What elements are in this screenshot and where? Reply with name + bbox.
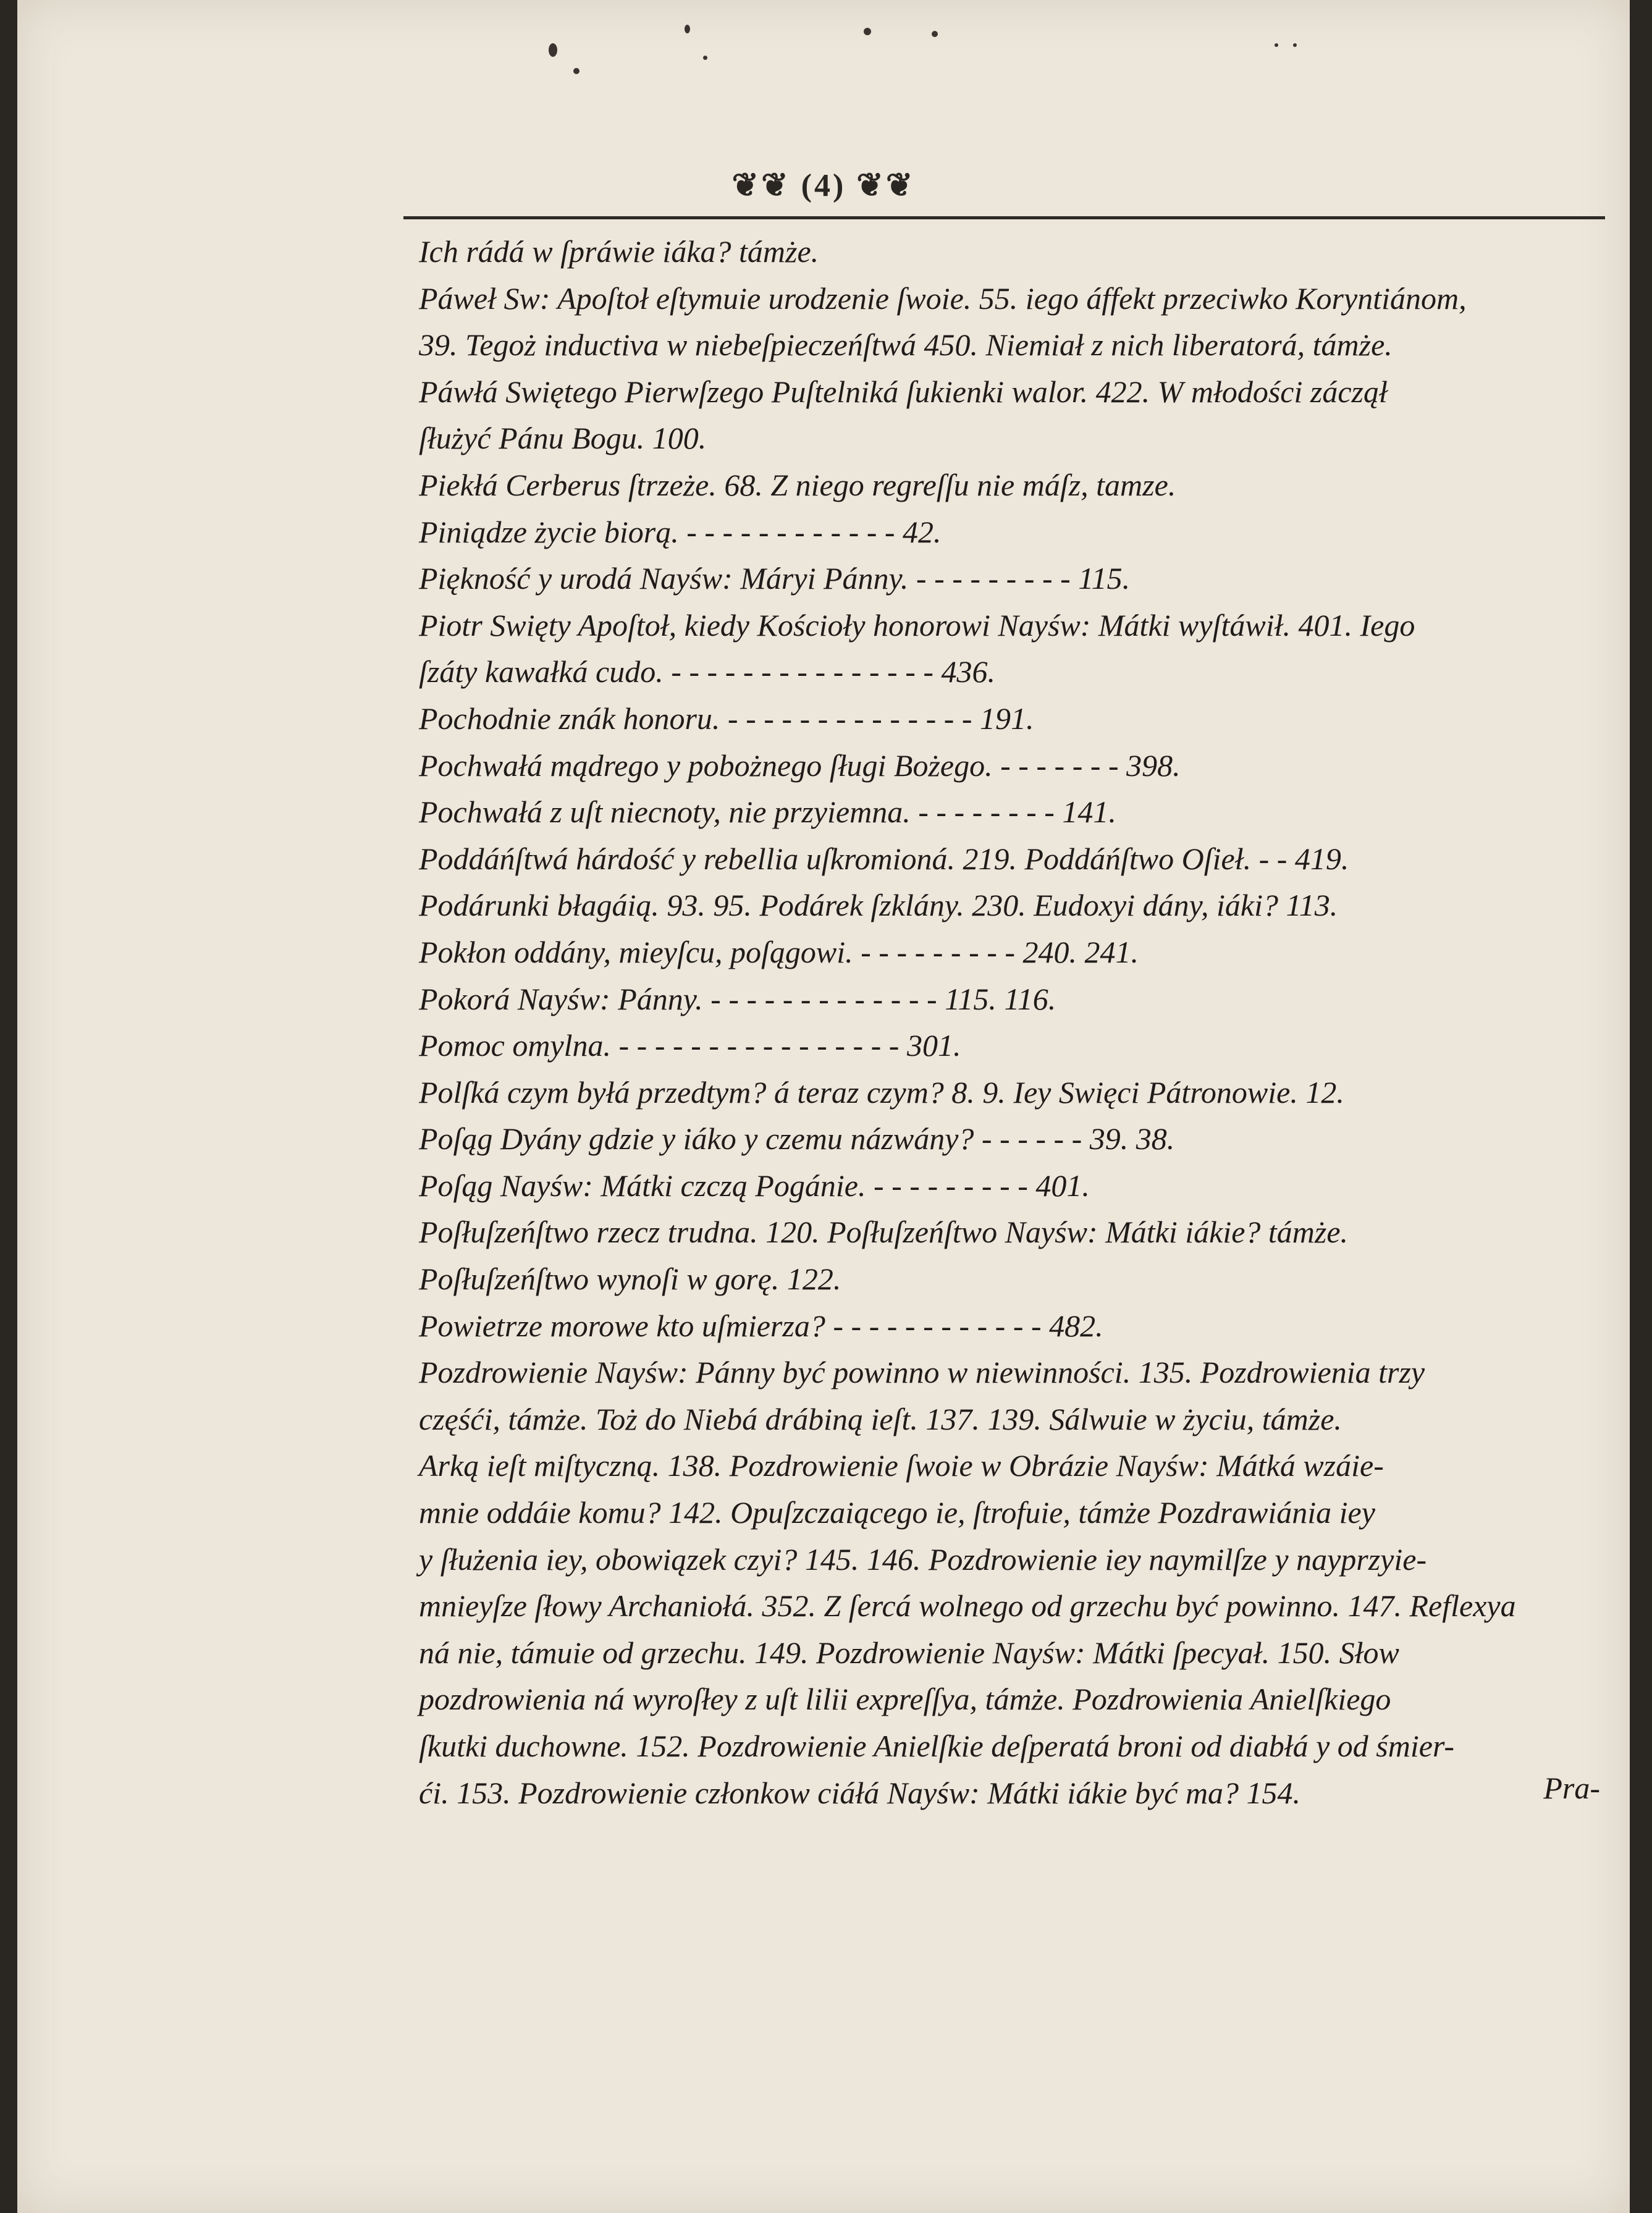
index-line-text: Pozdrowienie Nayśw: Pánny być powinno w niewinności. 135. Pozdrowienia trzy [419,1355,1425,1390]
index-line [419,1022,1600,1069]
index-entries [419,229,1600,1816]
index-line [419,462,1600,509]
index-line [419,1443,1600,1490]
index-line [419,1069,1600,1116]
index-line [419,1583,1600,1630]
index-line-text: Powietrze morowe kto uſmierza? - - - - - - - - - - - - 482. [419,1308,1103,1343]
index-line [419,322,1600,369]
index-line [419,1396,1600,1443]
index-line-text: ći. 153. Pozdrowienie członkow ciáłá Nayśw: Mátki iákie być ma? 154. [419,1775,1301,1810]
index-line-text: Piękność y urodá Nayśw: Máryi Pánny. - - - - - - - - - 115. [419,561,1131,596]
index-line-text: Piekłá Cerberus ſtrzeże. 68. Z niego regreſſu nie máſz, tamze. [419,467,1176,502]
page-header-ornament: ❦❦ (4) ❦❦ [731,168,916,203]
index-line [419,976,1600,1023]
index-line [419,929,1600,976]
index-line-text: Pochodnie znák honoru. - - - - - - - - - - - - - - 191. [419,701,1034,736]
index-line [419,1256,1600,1303]
index-line-text: Podárunki błagáią. 93. 95. Podárek ſzklány. 230. Eudoxyi dány, iáki? 113. [419,888,1338,923]
index-line [419,602,1600,649]
index-line [419,229,1600,276]
index-line-text: częśći, támże. Toż do Niebá drábiną ieſt. 137. 139. Sálwuie w życiu, támże. [419,1401,1342,1436]
index-line [419,1676,1600,1723]
book-page [17,0,1630,2213]
index-line-text: Poſłuſzeńſtwo rzecz trudna. 120. Poſłuſzeńſtwo Nayśw: Mátki iákie? támże. [419,1215,1349,1250]
index-line-text: Poſąg Nayśw: Mátki czczą Pogánie. - - - - - - - - - 401. [419,1168,1090,1203]
index-line-text: ſłużyć Pánu Bogu. 100. [419,421,707,456]
index-line-text: ſzáty kawałká cudo. - - - - - - - - - - - - - - - 436. [419,654,996,689]
index-line [419,276,1600,322]
index-line [419,1536,1600,1583]
index-line [419,1163,1600,1210]
index-line-text: mnieyſze ſłowy Archaniołá. 352. Z ſercá wolnego od grzechu być powinno. 147. Reflexya [419,1588,1516,1624]
index-line [419,509,1600,556]
catchword: Pra- [1543,1771,1600,1805]
index-line-text: Arką ieſt miſtyczną. 138. Pozdrowienie ſwoie w Obrázie Nayśw: Mátká wzáie- [419,1448,1384,1483]
index-line [419,789,1600,836]
index-line-text: Pochwałá z uſt niecnoty, nie przyiemna. - - - - - - - - 141. [419,795,1116,830]
index-line-text: Páwłá Swiętego Pierwſzego Puſtelniká ſukienki walor. 422. W młodości záczął [419,374,1388,409]
index-line-text: Pokorá Nayśw: Pánny. - - - - - - - - - - - - - 115. 116. [419,981,1056,1016]
index-line-text: Ich rádá w ſpráwie iáka? támże. [419,234,819,269]
index-line-text: mnie oddáie komu? 142. Opuſzczaiącego ie, ſtrofuie, támże Pozdrawiánia iey [419,1495,1375,1530]
index-line-text: Piniądze życie biorą. - - - - - - - - - - - - 42. [419,514,942,549]
index-line-text: Pokłon oddány, mieyſcu, poſągowi. - - - - - - - - - 240. 241. [419,934,1139,969]
index-line-text: ſkutki duchowne. 152. Pozdrowienie Anielſkie deſperatá broni od diabłá y od śmier- [419,1729,1455,1763]
index-line-text: 39. Tegoż inductiva w niebeſpieczeńſtwá 450. Niemiał z nich liberatorá, támże. [419,327,1393,363]
index-line [419,1116,1600,1163]
index-line [419,415,1600,462]
index-line-text: Piotr Swięty Apoſtoł, kiedy Kościoły honorowi Nayśw: Mátki wyſtáwił. 401. Iego [419,607,1415,643]
index-line-text: Polſká czym byłá przedtym? á teraz czym? 8. 9. Iey Swięci Pátronowie. 12. [419,1074,1344,1110]
index-line [419,1770,1600,1817]
index-line-text: Páweł Sw: Apoſtoł eſtymuie urodzenie ſwoie. 55. iego áffekt przeciwko Koryntiánom, [419,280,1467,316]
index-line-text: Pomoc omylna. - - - - - - - - - - - - - - - - 301. [419,1028,961,1063]
index-line [419,1630,1600,1677]
index-line [419,882,1600,929]
index-line-text: y ſłużenia iey, obowiązek czyi? 145. 146. Pozdrowienie iey naymilſze y nayprzyie- [419,1541,1427,1577]
index-line-text: Poſąg Dyány gdzie y iáko y czemu názwány? - - - - - - 39. 38. [419,1121,1175,1157]
index-line [419,1490,1600,1536]
index-line-text: ná nie, támuie od grzechu. 149. Pozdrowienie Nayśw: Mátki ſpecyał. 150. Słow [419,1635,1399,1670]
index-line-text: pozdrowienia ná wyroſłey z uſt lilii expreſſya, támże. Pozdrowienia Anielſkiego [419,1682,1391,1717]
index-line [419,369,1600,416]
index-line [419,1209,1600,1256]
index-line [419,836,1600,883]
index-line [419,555,1600,602]
index-line [419,649,1600,696]
index-line [419,1303,1600,1350]
index-line [419,1349,1600,1396]
header-rule [403,216,1605,219]
index-line-text: Pochwałá mądrego y pobożnego ſługi Bożego. - - - - - - - 398. [419,748,1181,783]
index-line-text: Poddáńſtwá hárdość y rebellia uſkromioná. 219. Poddáńſtwo Oſieł. - - 419. [419,841,1349,876]
index-line [419,1723,1600,1770]
index-line [419,696,1600,743]
index-line-text: Poſłuſzeńſtwo wynoſi w gorę. 122. [419,1262,841,1297]
index-line [419,743,1600,790]
